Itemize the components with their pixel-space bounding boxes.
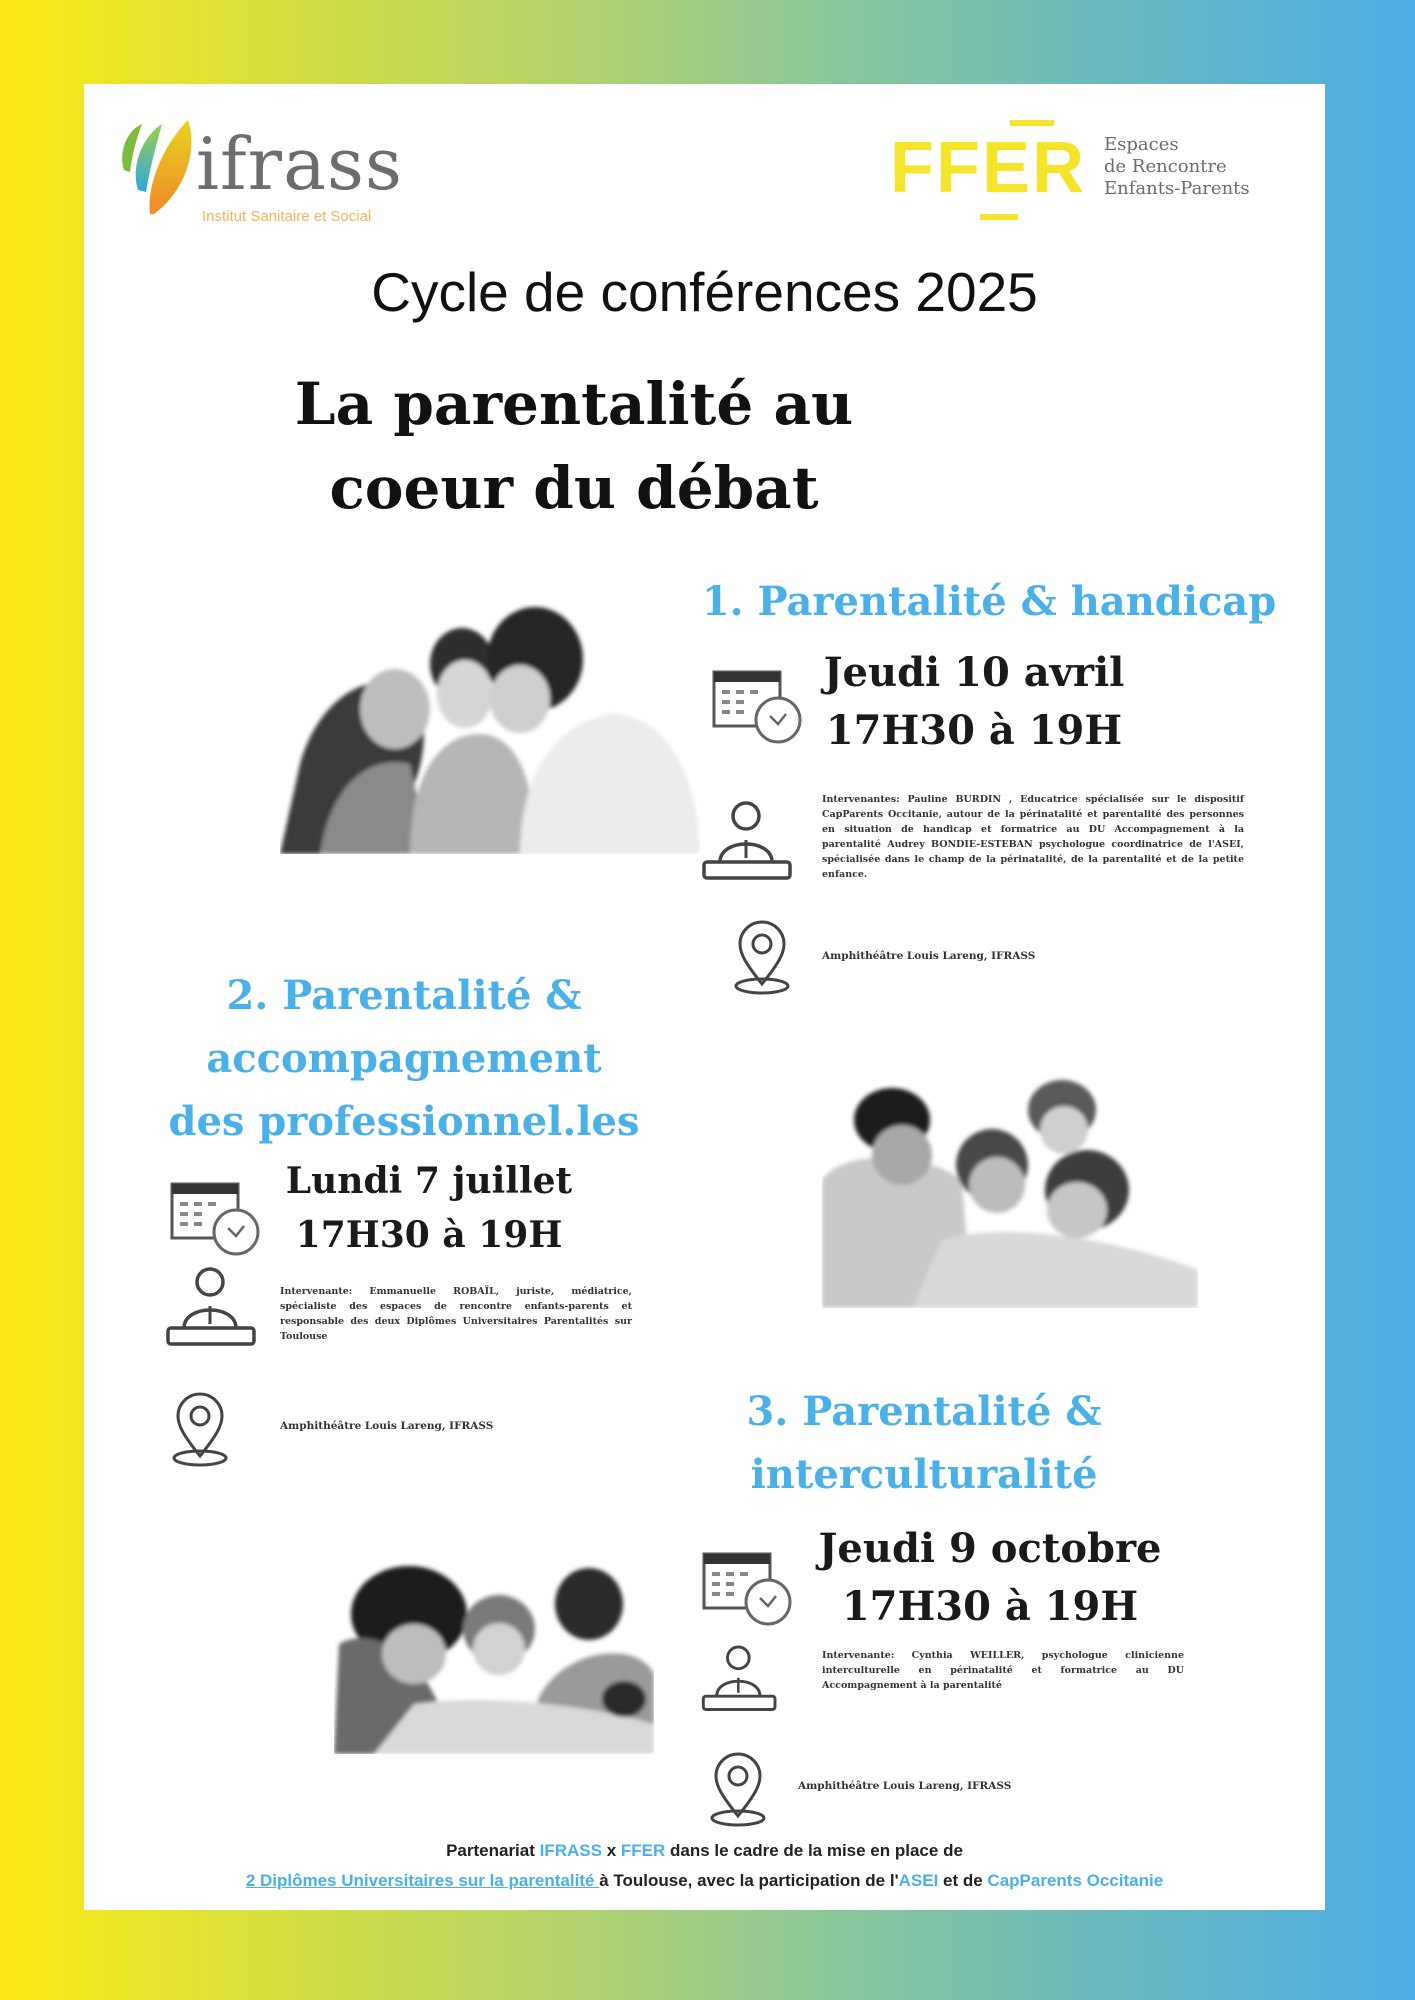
ffer-decoration-bar	[980, 214, 1018, 220]
conference-2-speakers: Intervenante: Emmanuelle ROBAÏL, juriste, médiatrice, spécialiste des espaces de rencontre enfants-parents et responsable des deux Diplômes Universitaires Parentalités sur Toulouse	[280, 1286, 632, 1342]
footer-text: à Toulouse, avec la participation de l'	[599, 1871, 899, 1890]
family-drawing-photo	[334, 1554, 654, 1754]
conference-2-title: 2. Parentalité & accompagnement des professionnel.les	[168, 972, 640, 1145]
speaker-at-desk-icon	[700, 800, 796, 890]
conference-1-venue: Amphithéâtre Louis Lareng, IFRASS	[822, 950, 1036, 962]
ifrass-wordmark: ifrass	[196, 122, 403, 206]
main-title: La parentalité au coeur du débat	[294, 370, 854, 522]
speaker-at-desk-icon	[164, 1266, 260, 1356]
footer-text: Partenariat	[446, 1841, 540, 1860]
footer-line-1	[84, 1836, 1325, 1866]
location-pin-icon	[168, 1392, 232, 1468]
family-kissing-child-photo	[280, 604, 700, 854]
ifrass-swoosh-icon	[116, 110, 200, 220]
location-pin-icon	[706, 1752, 770, 1828]
conference-1-speakers: Intervenantes: Pauline BURDIN , Educatrice spécialisée sur le dispositif CapParents Occitanie, autour de la périnatalité et parentalité des personnes en situation de handicap et formatrice au DU Accompagnement à la parentalité Audrey BONDIE-ESTEBAN psychologue coordinatrice de l'ASEI, spécialisée dans le champ de la périnatalité, de la parentalité et de la petite enfance.	[822, 794, 1244, 880]
ffer-decoration-bar	[1010, 120, 1054, 126]
speaker-at-desk-icon	[700, 1644, 780, 1720]
cycle-title: Cycle de conférences 2025	[371, 261, 1038, 323]
calendar-clock-icon	[168, 1176, 264, 1258]
family-reading-photo	[822, 1070, 1198, 1308]
footer-ffer: FFER	[620, 1841, 666, 1860]
footer-text: dans le cadre de la mise en place de	[665, 1841, 963, 1860]
conference-3-time: 17H30 à 19H	[841, 1583, 1139, 1630]
footer-asei: ASEI	[898, 1871, 939, 1890]
ffer-subtitle: Espaces de Rencontre Enfants-Parents	[1104, 134, 1250, 199]
conference-3-venue: Amphithéâtre Louis Lareng, IFRASS	[798, 1780, 1012, 1792]
conference-1-date: Jeudi 10 avril	[823, 649, 1125, 696]
calendar-clock-icon	[700, 1546, 796, 1628]
footer-text: et de	[938, 1871, 988, 1890]
poster	[84, 84, 1325, 1910]
ffer-logo	[890, 104, 1310, 224]
conference-1-title: 1. Parentalité & handicap	[701, 578, 1277, 625]
ffer-wordmark: FFER	[890, 128, 1086, 208]
ifrass-tagline: Institut Sanitaire et Social	[202, 208, 372, 225]
conference-3-title: 3. Parentalité & interculturalité	[746, 1388, 1102, 1498]
calendar-clock-icon	[710, 664, 806, 746]
footer-capparents: CapParents Occitanie	[987, 1871, 1164, 1890]
conference-2-photo	[822, 1070, 1198, 1308]
conference-1-photo	[280, 604, 700, 854]
conference-2-date: Lundi 7 juillet	[285, 1160, 573, 1202]
location-pin-icon	[730, 920, 794, 996]
footer-ifrass: IFRASS	[539, 1841, 602, 1860]
diplomes-universitaires-link[interactable]: 2 Diplômes Universitaires sur la parentalité	[245, 1871, 600, 1890]
conference-3-photo	[334, 1554, 654, 1754]
conference-2-venue: Amphithéâtre Louis Lareng, IFRASS	[280, 1420, 494, 1432]
partnership-footer	[84, 1836, 1325, 1896]
conference-1-time: 17H30 à 19H	[825, 707, 1123, 754]
conference-3-speakers: Intervenante: Cynthia WEILLER, psychologue clinicienne interculturelle en périnatalité et formatrice au DU Accompagnement à la parentalité	[822, 1650, 1184, 1691]
ifrass-logo	[116, 110, 446, 230]
conference-3-date: Jeudi 9 octobre	[818, 1525, 1162, 1572]
footer-line-2	[84, 1866, 1325, 1896]
footer-text: x	[601, 1841, 621, 1860]
conference-2-time: 17H30 à 19H	[295, 1214, 563, 1256]
